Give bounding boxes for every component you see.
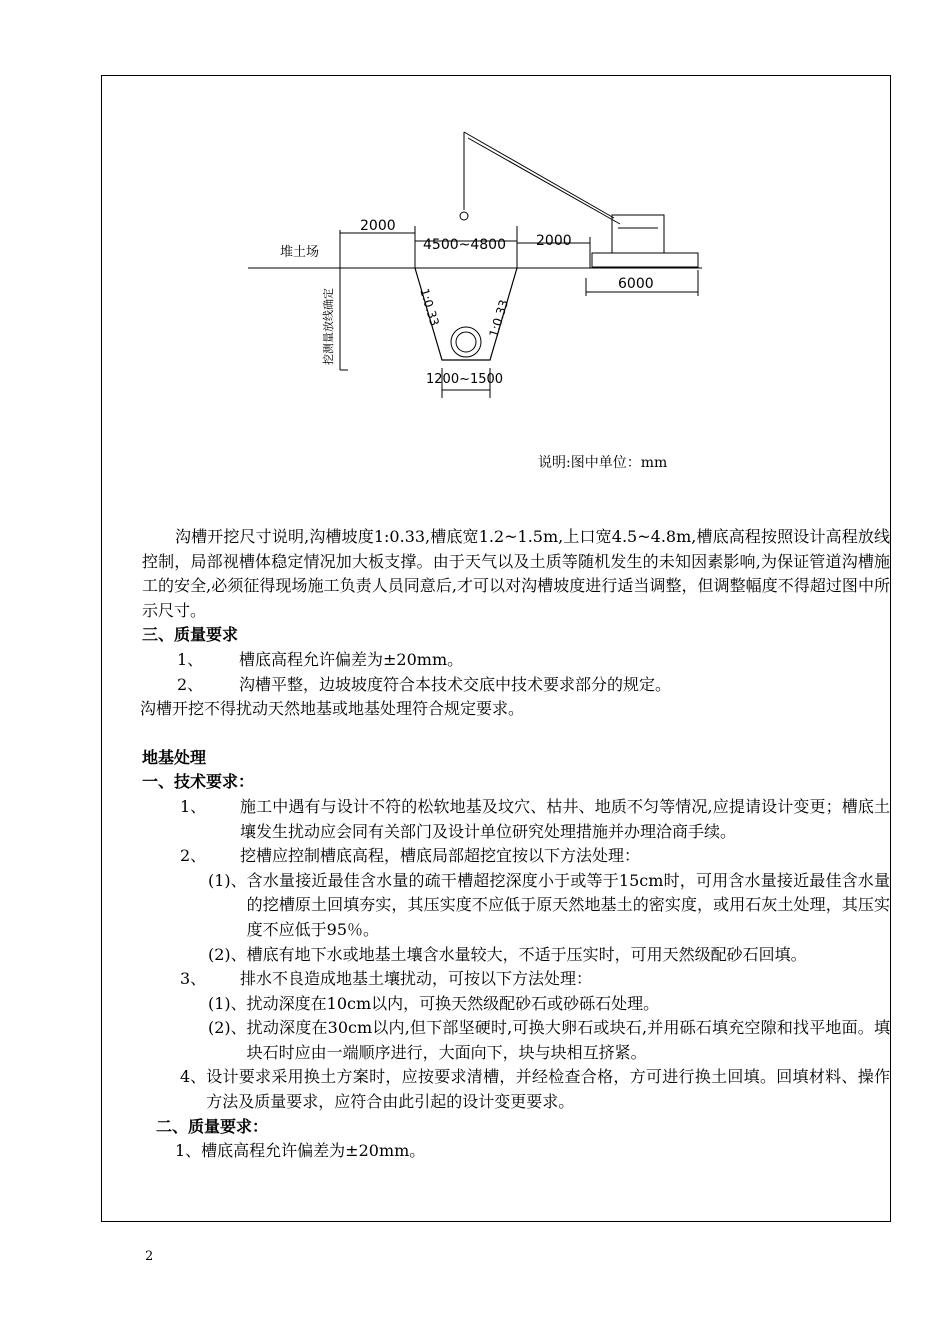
stockpile-label: 堆土场 [280,245,320,260]
diagram-note: 说明:图中单位：mm [538,455,668,471]
sub-item: (1)、 扰动深度在10cm以内，可换天然级配砂石或砂砾石处理。 [208,993,660,1013]
slope-left-label: 1:0.33 [417,286,442,328]
quality2-title: 二、质量要求： [156,1116,269,1136]
sub-item: (2)、 槽底有地下水或地基土壤含水量较大，不适于压实时，可用天然级配砂石回填。 [208,944,807,964]
tech-item: 3、 排水不良造成地基土壤扰动，可按以下方法处理： [180,969,593,989]
quality2-item: 1、槽底高程允许偏差为±20mm。 [175,1141,426,1161]
tech-item: 2、 挖槽应控制槽底高程，槽底局部超挖宜按以下方法处理： [180,846,641,866]
dim-bottom-label: 1200~1500 [426,372,504,387]
quality-item: 2、 沟槽平整，边坡坡度符合本技术交底中技术要求部分的规定。 [177,674,672,694]
foundation-title: 地基处理 [142,747,207,767]
dim-top-width-label: 4500~4800 [423,237,506,253]
quality-item: 1、 槽底高程允许偏差为±20mm。 [177,649,464,669]
dim-crane-label: 6000 [618,276,654,292]
page-number: 2 [145,1249,154,1264]
section-quality-title: 三、质量要求 [142,625,239,645]
dim-right-label: 2000 [536,233,572,249]
trench-diagram [240,120,710,400]
tech-requirements-title: 一、技术要求： [142,772,255,792]
tech-item: 1、 施工中遇有与设计不符的松软地基及坟穴、枯井、地质不匀等情况,应提请设计变更；槽底土壤发生扰动应会同有关部门及设计单位研究处理措施并办理洽商手续。 [180,796,890,841]
document-body [142,525,890,1164]
trench-description: 沟槽开挖尺寸说明,沟槽坡度1:0.33,槽底宽1.2~1.5m,上口宽4.5~4.8m,槽底高程按照设计高程放线控制，局部视槽体稳定情况加大板支撑。由于天气以及土质等随机发生的未知因素影响,为保证管道沟槽施工的安全,必须征得现场施工负责人员同意后,才可以对沟槽坡度进行适当调整，但调整幅度不得超过图中所示尺寸。 [142,527,890,620]
dim-left-label: 2000 [360,218,396,234]
sub-item: (1)、 含水量接近最佳含水量的疏干槽超挖深度小于或等于15cm时，可用含水量接近最佳含水量的挖槽原土回填夯实，其压实度不应低于原天然地基土的密实度，或用石灰土处理，其压实度不应低于95％。 [208,870,890,939]
quality-extra: 沟槽开挖不得扰动天然地基或地基处理符合规定要求。 [140,699,525,719]
sub-item: (2)、 扰动深度在30cm以内,但下部坚硬时,可换大卵石或块石,并用砾石填充空隙和找平地面。填块石时应由一端顺序进行，大面向下，块与块相互挤紧。 [208,1018,890,1062]
slope-right-label: 1:0.33 [486,298,512,339]
tech-item: 4、 设计要求采用换土方案时，应按要求清槽，并经检查合格，方可进行换土回填。回填材料、操作方法及质量要求，应符合由此引起的设计变更要求。 [180,1067,890,1112]
survey-line-label: 挖测量放线确定 [322,288,335,365]
